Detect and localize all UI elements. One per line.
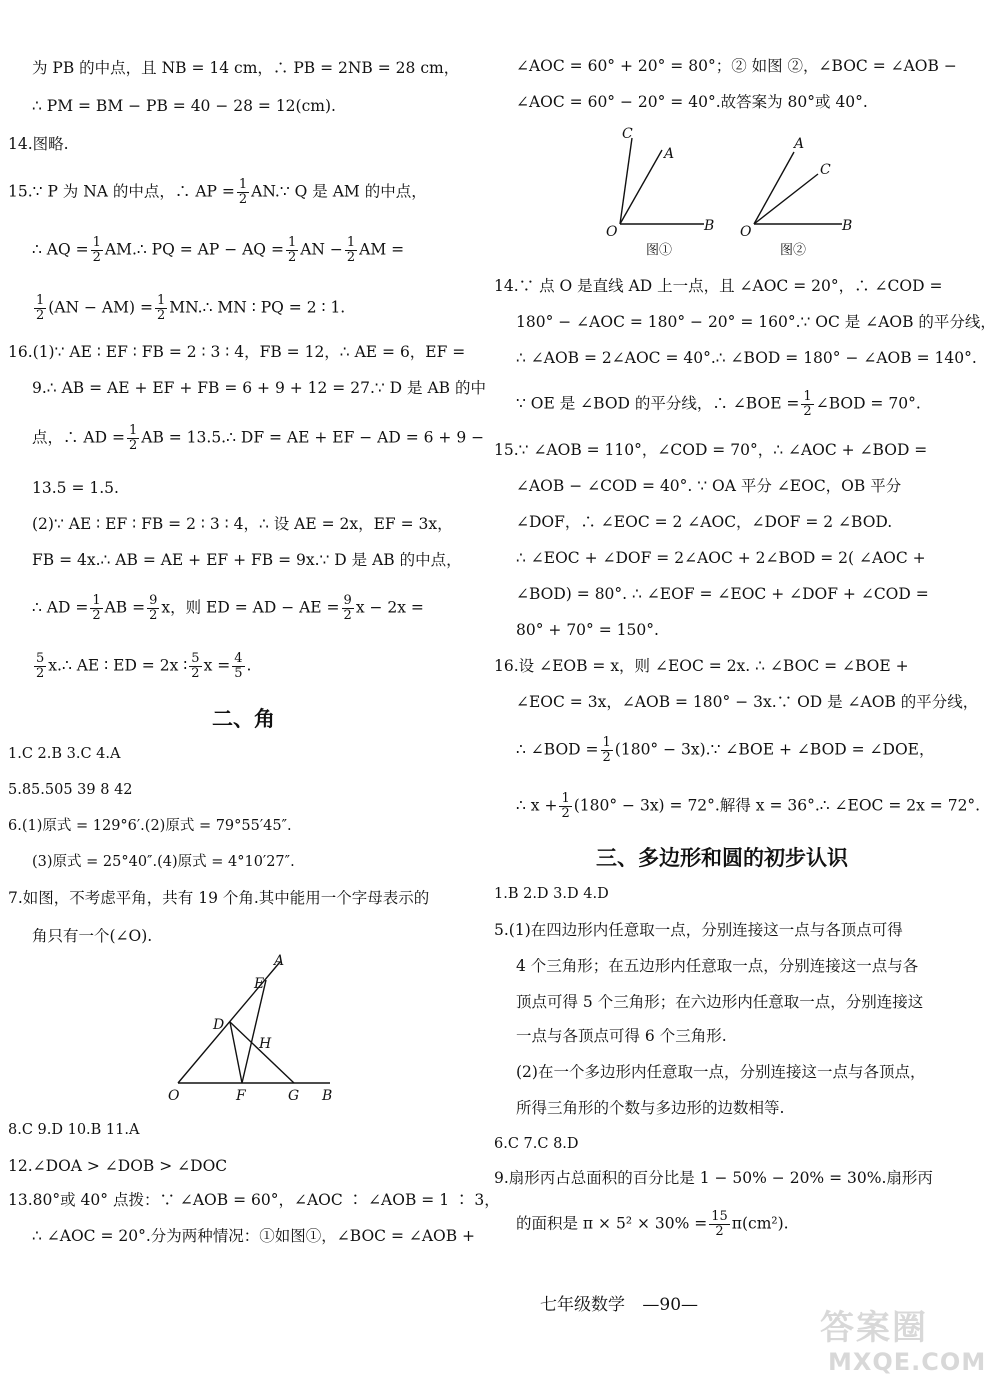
text-line: 点，∴ AD = $\frac{1}{2}$ AB = 13.5.∴ DF = AE + EF − AD = 6 + 9 −	[32, 423, 485, 453]
text-line: 4 个三角形；在五边形内任意取一点，分别连接这一点与各	[516, 957, 919, 975]
text-line: 为 PB 的中点，且 NB = 14 cm，∴ PB = 2NB = 28 cm，	[32, 59, 460, 77]
fraction: $\frac{9}{2}$	[343, 593, 352, 623]
text-line: ∴ PM = BM − PB = 40 − 28 = 12(cm).	[32, 97, 336, 115]
point-label: A	[794, 136, 805, 152]
text-line: ∴ ∠AOC = 20°.分为两种情况：①如图①，∠BOC = ∠AOB +	[32, 1227, 476, 1245]
fraction: $\frac{1}{2}$	[602, 735, 611, 765]
fraction: $\frac{1}{2}$	[156, 293, 166, 323]
point-label: B	[704, 218, 715, 234]
point-label: A	[274, 953, 285, 969]
text-line: ∴ ∠EOC + ∠DOF = 2∠AOC + 2∠BOD = 2( ∠AOC +	[516, 549, 926, 567]
footer-subject: 七年级数学	[540, 1295, 625, 1315]
point-label: O	[740, 224, 752, 240]
section-heading: 二、角	[212, 707, 275, 731]
text-line: ∴ ∠BOD = $\frac{1}{2}$ (180° − 3x).∵ ∠BOE + ∠BOD = ∠DOE，	[516, 735, 935, 765]
text-line: 15.∵ ∠AOB = 110°，∠COD = 70°，∴ ∠AOC + ∠BOD =	[494, 441, 928, 459]
point-label: C	[622, 126, 633, 142]
text-line: 5.85.505 39 8 42	[8, 782, 133, 798]
fraction: $\frac{1}{2}$	[346, 235, 356, 265]
text-line: ∴ x + $\frac{1}{2}$ (180° − 3x) = 72°.解得 x = 36°.∴ ∠EOC = 2x = 72°.	[516, 791, 981, 821]
text-line: 14.∵ 点 O 是直线 AD 上一点，且 ∠AOC = 20°，∴ ∠COD =	[494, 277, 943, 295]
text-line: 角只有一个(∠O).	[32, 927, 153, 945]
text-line: ∵ OE 是 ∠BOD 的平分线，∴ ∠BOE = $\frac{1}{2}$ ∠BOD = 70°.	[516, 389, 921, 419]
text-line: 顶点可得 5 个三角形；在六边形内任意取一点，分别连接这	[516, 993, 924, 1011]
text-line: 6.(1)原式 = 129°6′.(2)原式 = 79°55′45″.	[8, 818, 292, 834]
point-label: B	[842, 218, 853, 234]
text-line: 9.∴ AB = AE + EF + FB = 6 + 9 + 12 = 27.∵ D 是 AB 的中	[32, 379, 486, 397]
text-line: FB = 4x.∴ AB = AE + EF + FB = 9x.∵ D 是 AB 的中点，	[32, 551, 462, 569]
fraction: $\frac{15}{2}$	[711, 1209, 728, 1239]
text-line: 16.(1)∵ AE ∶ EF ∶ FB = 2 ∶ 3 ∶ 4，FB = 12，∴ AE = 6，EF =	[8, 343, 466, 361]
fraction: $\frac{1}{2}$	[561, 791, 570, 821]
point-label: H	[259, 1036, 272, 1052]
text-line: 12.∠DOA > ∠DOB > ∠DOC	[8, 1157, 228, 1175]
point-label: B	[322, 1088, 333, 1104]
fraction: $\frac{1}{2}$	[36, 293, 45, 323]
point-label: O	[606, 224, 618, 240]
text-line: 180° − ∠AOC = 180° − 20° = 160°.∵ OC 是 ∠AOB 的平分线，	[516, 313, 996, 331]
text-line: 9.扇形丙占总面积的百分比是 1 − 50% − 20% = 30%.扇形丙	[494, 1169, 933, 1187]
fraction: $\frac{5}{2}$	[36, 651, 45, 681]
text-line: 1.C 2.B 3.C 4.A	[8, 746, 121, 762]
text-line: 5.(1)在四边形内任意取一点，分别连接这一点与各顶点可得	[494, 921, 903, 939]
text-line: $\frac{1}{2}$ (AN − AM) = $\frac{1}{2}$ MN.∴ MN ∶ PQ = 2 ∶ 1.	[36, 293, 346, 323]
text-line: 7.如图，不考虑平角，共有 19 个角.其中能用一个字母表示的	[8, 889, 430, 907]
text-line: (2)在一个多边形内任意取一点，分别连接这一点与各顶点，	[516, 1063, 926, 1081]
point-label: O	[168, 1088, 180, 1104]
text-line: ∠AOC = 60° − 20° = 40°.故答案为 80°或 40°.	[516, 93, 868, 111]
figure-7-angles	[160, 950, 350, 1105]
fraction: $\frac{1}{2}$	[128, 423, 138, 453]
text-line: ∴ ∠AOB = 2∠AOC = 40°.∴ ∠BOD = 180° − ∠AOB = 140°.	[516, 349, 977, 367]
page-number: —90—	[642, 1295, 699, 1315]
text-line: 16.设 ∠EOB = x，则 ∠EOC = 2x. ∴ ∠BOC = ∠BOE +	[494, 657, 909, 675]
figure-2-angles	[738, 122, 868, 262]
point-label: D	[213, 1017, 225, 1033]
text-line: 的面积是 π × 5² × 30% = $\frac{15}{2}$ π(cm²).	[516, 1209, 789, 1239]
text-line: 15.∵ P 为 NA 的中点，∴ AP = $\frac{1}{2}$ AN.∵ Q 是 AM 的中点，	[8, 177, 427, 207]
fraction: $\frac{1}{2}$	[287, 235, 297, 265]
text-line: 13.80°或 40° 点拨：∵ ∠AOB = 60°，∠AOC ∶ ∠AOB = 1 ∶ 3，	[8, 1191, 500, 1209]
text-line: ∴ AD = $\frac{1}{2}$ AB = $\frac{9}{2}$ x，则 ED = AD − AE = $\frac{9}{2}$ x − 2x =	[32, 593, 424, 623]
figure-1-angles	[604, 122, 724, 262]
point-label: A	[664, 146, 675, 162]
text-line: 14.图略.	[8, 135, 69, 153]
figure-caption: 图①	[646, 243, 673, 258]
text-line: $\frac{5}{2}$ x.∴ AE ∶ ED = 2x ∶ $\frac{5}{2}$ x = $\frac{4}{5}$ .	[36, 651, 252, 681]
fraction: $\frac{1}{2}$	[803, 389, 812, 419]
text-line: ∠AOC = 60° + 20° = 80°；② 如图 ②，∠BOC = ∠AOB −	[516, 57, 957, 75]
text-line: ∠EOC = 3x，∠AOB = 180° − 3x.∵ OD 是 ∠AOB 的平分线，	[516, 693, 979, 711]
text-line: ∴ AQ = $\frac{1}{2}$ AM.∴ PQ = AP − AQ = $\frac{1}{2}$ AN − $\frac{1}{2}$ AM =	[32, 235, 405, 265]
fraction: $\frac{1}{2}$	[92, 593, 101, 623]
fraction: $\frac{5}{2}$	[191, 651, 200, 681]
text-line: 6.C 7.C 8.D	[494, 1136, 579, 1152]
page-footer	[540, 1290, 698, 1315]
text-line: 13.5 = 1.5.	[32, 479, 119, 497]
text-line: (2)∵ AE ∶ EF ∶ FB = 2 ∶ 3 ∶ 4，∴ 设 AE = 2x，EF = 3x，	[32, 515, 453, 533]
watermark-logo	[820, 1300, 990, 1385]
fraction: $\frac{4}{5}$	[234, 651, 243, 681]
fraction: $\frac{1}{2}$	[92, 235, 101, 265]
fraction: $\frac{1}{2}$	[238, 177, 248, 207]
text-line: 1.B 2.D 3.D 4.D	[494, 886, 609, 902]
text-line: ∠AOB − ∠COD = 40°. ∵ OA 平分 ∠EOC，OB 平分	[516, 477, 902, 495]
point-label: G	[288, 1088, 300, 1104]
text-line: 80° + 70° = 150°.	[516, 621, 659, 639]
text-line: 一点与各顶点可得 6 个三角形.	[516, 1027, 727, 1045]
point-label: C	[820, 162, 831, 178]
watermark-url: MXQE.COM	[828, 1348, 987, 1376]
text-line: 8.C 9.D 10.B 11.A	[8, 1122, 140, 1138]
figure-caption: 图②	[780, 243, 807, 258]
text-line: ∠DOF，∴ ∠EOC = 2 ∠AOC，∠DOF = 2 ∠BOD.	[516, 513, 893, 531]
section-heading: 三、多边形和圆的初步认识	[596, 846, 848, 870]
text-line: ∠BOD) = 80°. ∴ ∠EOF = ∠EOC + ∠DOF + ∠COD =	[516, 585, 929, 603]
text-line: 所得三角形的个数与多边形的边数相等.	[516, 1099, 785, 1117]
text-line: (3)原式 = 25°40″.(4)原式 = 4°10′27″.	[32, 854, 295, 870]
watermark-text: 答案圈	[820, 1308, 928, 1348]
point-label: E	[254, 976, 265, 992]
fraction: $\frac{9}{2}$	[149, 593, 158, 623]
point-label: F	[236, 1088, 246, 1104]
